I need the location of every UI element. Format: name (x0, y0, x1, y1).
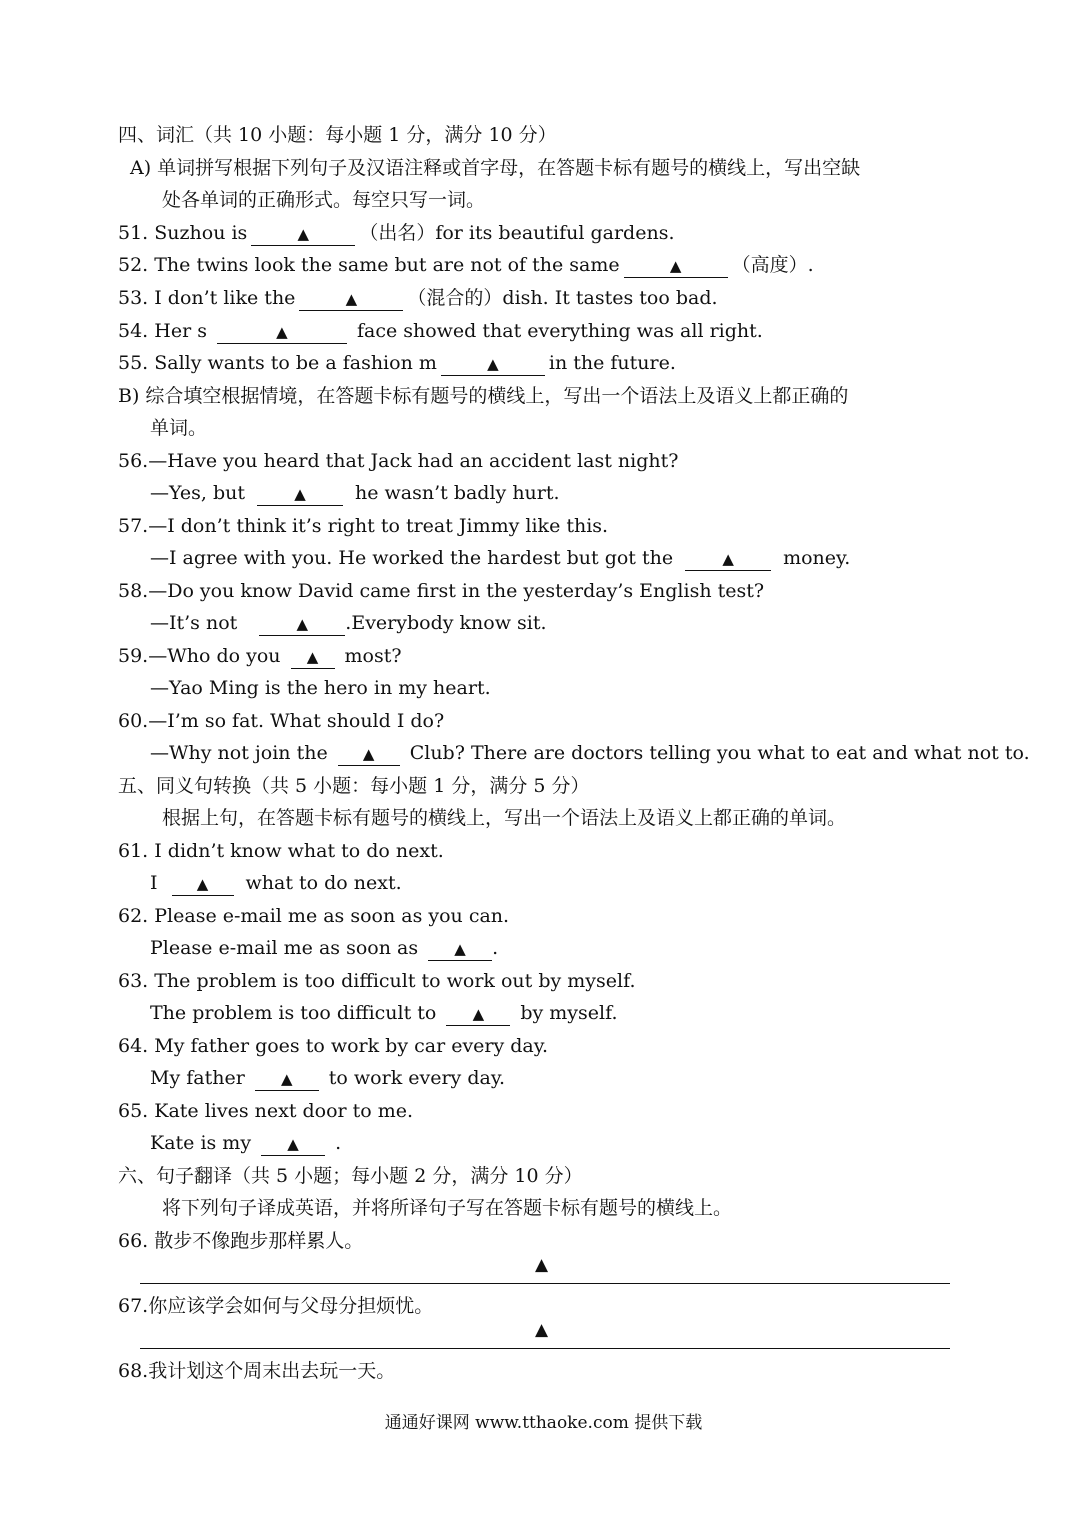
question-64-rewrite: My father ▲ to work every day. (150, 1067, 506, 1089)
page-footer: 通通好课网 www.tthaoke.com 提供下载 (384, 1413, 703, 1433)
question-62: 62. Please e-mail me as soon as you can. (118, 905, 510, 927)
triangle-marker-icon: ▲ (281, 1070, 293, 1088)
triangle-marker-icon: ▲ (306, 648, 319, 666)
answer-blank (261, 1132, 325, 1156)
answer-blank (257, 482, 343, 506)
triangle-marker-icon: ▲ (535, 1255, 549, 1275)
answer-blank (217, 320, 347, 344)
question-66: 66. 散步不像跑步那样累人。 (118, 1230, 364, 1252)
answer-blank (299, 287, 403, 311)
triangle-marker-icon: ▲ (722, 550, 734, 568)
question-59-response: —Yao Ming is the hero in my heart. (150, 677, 491, 699)
question-55: 55. Sally wants to be a fashion m ▲ in the future. (118, 352, 676, 374)
triangle-marker-icon: ▲ (196, 875, 209, 893)
question-67: 67.你应该学会如何与父母分担烦忧。 (118, 1295, 434, 1317)
part-b-instruction-cont: 单词。 (150, 417, 208, 439)
triangle-marker-icon: ▲ (345, 290, 358, 308)
answer-blank (255, 1067, 319, 1091)
question-62-rewrite: Please e-mail me as soon as ▲ . (150, 937, 499, 959)
triangle-marker-icon: ▲ (487, 355, 499, 373)
question-60-response: —Why not join the ▲ Club? There are doctors telling you what to eat and what not to. (150, 742, 1030, 764)
question-63: 63. The problem is too difficult to work out by myself. (118, 970, 636, 992)
question-58: 58.—Do you know David came first in the yesterday’s English test? (118, 580, 765, 602)
answer-blank (338, 742, 400, 766)
answer-blank (259, 612, 345, 636)
question-61-rewrite: I ▲ what to do next. (150, 872, 402, 894)
part-a-instruction: A) 单词拼写根据下列句子及汉语注释或首字母，在答题卡标有题号的横线上，写出空缺 (130, 157, 861, 179)
triangle-marker-icon: ▲ (454, 940, 466, 958)
triangle-marker-icon: ▲ (287, 1135, 299, 1153)
answer-blank (624, 254, 728, 278)
answer-blank (446, 1002, 510, 1026)
question-52: 52. The twins look the same but are not of the same ▲ （高度）. (118, 254, 814, 276)
translation-answer-line (140, 1320, 950, 1349)
section-heading: 六、句子翻译（共 5 小题；每小题 2 分，满分 10 分） (118, 1165, 583, 1187)
triangle-marker-icon: ▲ (294, 485, 306, 503)
triangle-marker-icon: ▲ (472, 1005, 485, 1023)
question-51: 51. Suzhou is ▲ （出名）for its beautiful gardens. (118, 222, 675, 244)
triangle-marker-icon: ▲ (362, 745, 375, 763)
triangle-marker-icon: ▲ (296, 615, 309, 633)
answer-blank (172, 872, 234, 896)
section-heading: 五、同义句转换（共 5 小题：每小题 1 分，满分 5 分） (118, 775, 590, 797)
answer-blank (251, 222, 355, 246)
answer-blank (441, 352, 545, 376)
question-53: 53. I don’t like the ▲ （混合的）dish. It tastes too bad. (118, 287, 718, 309)
part-b-instruction: B) 综合填空根据情境，在答题卡标有题号的横线上，写出一个语法上及语义上都正确的 (118, 385, 849, 407)
question-61: 61. I didn’t know what to do next. (118, 840, 444, 862)
triangle-marker-icon: ▲ (535, 1320, 549, 1340)
question-58-response: —It’s not ▲ .Everybody know sit. (150, 612, 547, 634)
answer-blank (291, 645, 335, 669)
question-65: 65. Kate lives next door to me. (118, 1100, 414, 1122)
question-64: 64. My father goes to work by car every day. (118, 1035, 549, 1057)
triangle-marker-icon: ▲ (276, 323, 288, 341)
answer-blank (428, 937, 492, 961)
section-instruction: 根据上句，在答题卡标有题号的横线上，写出一个语法上及语义上都正确的单词。 (162, 807, 847, 829)
question-57-response: —I agree with you. He worked the hardest but got the ▲ money. (150, 547, 851, 569)
section-heading: 四、词汇（共 10 小题：每小题 1 分，满分 10 分） (118, 124, 557, 146)
question-60: 60.—I’m so fat. What should I do? (118, 710, 445, 732)
question-65-rewrite: Kate is my ▲ . (150, 1132, 342, 1154)
question-68: 68.我计划这个周末出去玩一天。 (118, 1360, 396, 1382)
question-63-rewrite: The problem is too difficult to ▲ by myself. (150, 1002, 618, 1024)
question-59: 59.—Who do you ▲ most? (118, 645, 402, 667)
question-54: 54. Her s ▲ face showed that everything was all right. (118, 320, 763, 342)
triangle-marker-icon: ▲ (669, 257, 682, 275)
part-a-instruction-cont: 处各单词的正确形式。每空只写一词。 (162, 189, 486, 211)
question-57: 57.—I don’t think it’s right to treat Jimmy like this. (118, 515, 609, 537)
question-56-response: —Yes, but ▲ he wasn’t badly hurt. (150, 482, 560, 504)
triangle-marker-icon: ▲ (297, 225, 310, 243)
translation-answer-line (140, 1255, 950, 1284)
question-56: 56.—Have you heard that Jack had an accident last night? (118, 450, 679, 472)
section-instruction: 将下列句子译成英语，并将所译句子写在答题卡标有题号的横线上。 (162, 1197, 733, 1219)
answer-blank (685, 547, 771, 571)
